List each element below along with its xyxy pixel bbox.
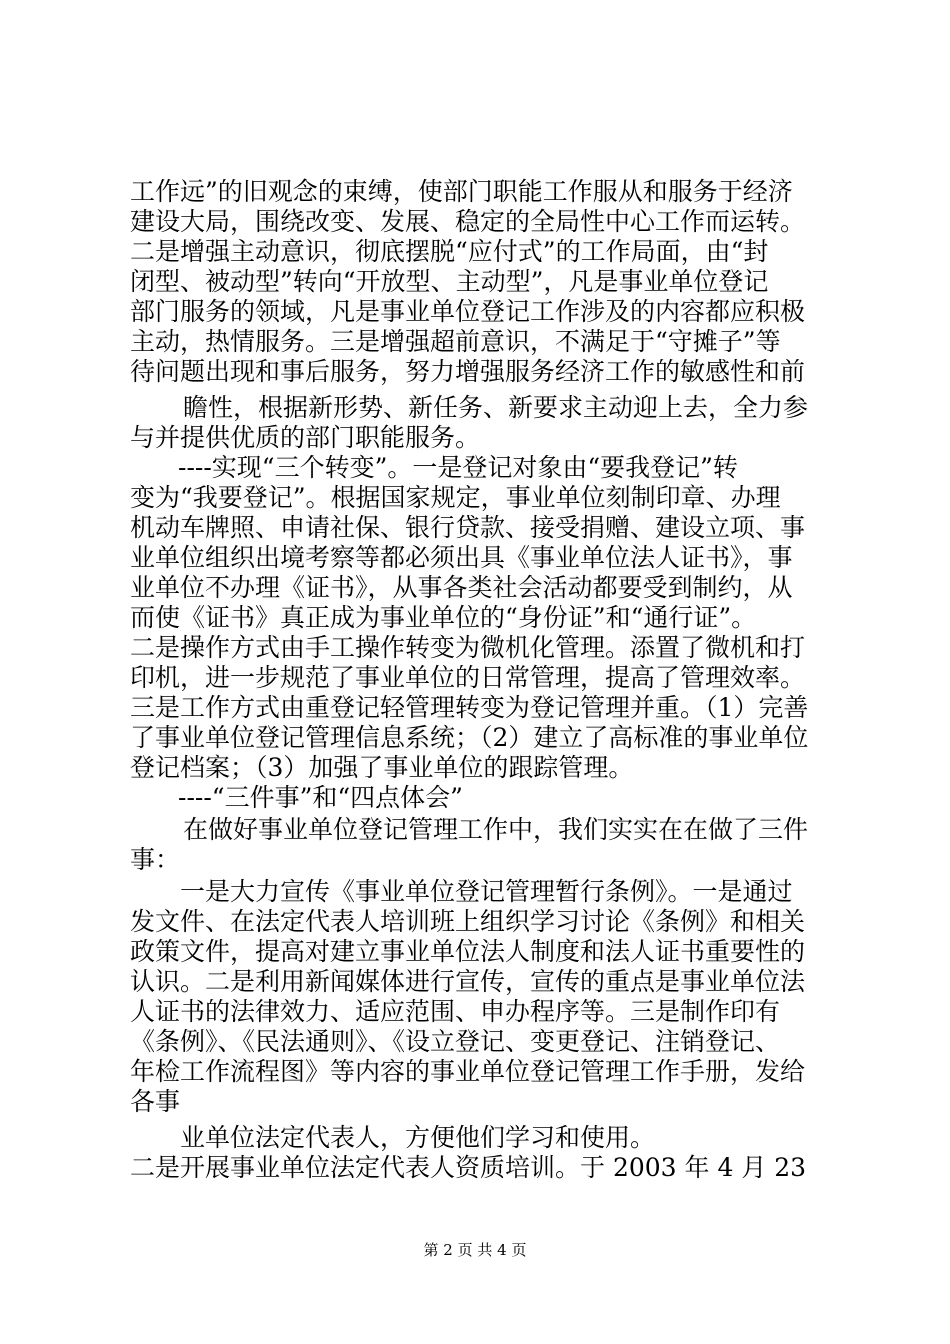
text-line: 闭型、被动型”转向“开放型、主动型”，凡是事业单位登记 [130,267,769,296]
text-line: 与并提供优质的部门职能服务。 [130,423,481,452]
text-line: 二是操作方式由手工操作转变为微机化管理。添置了微机和打 [130,633,806,662]
text-line-indented: ----实现“三个转变”。一是登记对象由“要我登记”转 [178,453,738,482]
text-line: 了事业单位登记管理信息系统；（2）建立了高标准的事业单位 [130,723,809,752]
text-line: 人证书的法律效力、适应范围、申办程序等。三是制作印有 [130,997,781,1026]
text-line: 建设大局，围绕改变、发展、稳定的全局性中心工作而运转。 [130,207,806,236]
text-line: 登记档案；（3）加强了事业单位的跟踪管理。 [130,753,634,782]
text-line: 发文件、在法定代表人培训班上组织学习讨论《条例》和相关 [130,907,806,936]
text-line-indented: 业单位法定代表人，方便他们学习和使用。 [180,1123,656,1152]
text-line: 工作远”的旧观念的束缚，使部门职能工作服从和服务于经济 [130,177,793,206]
section-heading: ----“三件事”和“四点体会” [178,783,463,812]
page-footer: 第 2 页 共 4 页 [423,1241,527,1259]
text-line: 政策文件，提高对建立事业单位法人制度和法人证书重要性的 [130,937,806,966]
text-line: 机动车牌照、申请社保、银行贷款、接受捐赠、建设立项、事 [130,513,806,542]
text-line: 二是增强主动意识，彻底摆脱“应付式”的工作局面，由“封 [130,237,769,266]
text-line: 业单位组织出境考察等都必须出具《事业单位法人证书》，事 [130,543,793,572]
text-line: 《条例》、《民法通则》、《设立登记、变更登记、注销登记、 [130,1027,781,1056]
text-line: 部门服务的领域，凡是事业单位登记工作涉及的内容都应积极 [130,297,806,326]
text-line-indented: 瞻性，根据新形势、新任务、新要求主动迎上去，全力参 [183,393,809,422]
text-line: 年检工作流程图》等内容的事业单位登记管理工作手册，发给 [130,1057,806,1086]
text-line: 主动，热情服务。三是增强超前意识，不满足于“守摊子”等 [130,327,781,356]
text-line: 业单位不办理《证书》，从事各类社会活动都要受到制约，从 [130,573,793,602]
text-line-indented: 一是大力宣传《事业单位登记管理暂行条例》。一是通过 [180,877,793,906]
text-line: 认识。二是利用新闻媒体进行宣传，宣传的重点是事业单位法 [130,967,806,996]
text-line: 事： [130,845,181,874]
text-line: 三是工作方式由重登记轻管理转变为登记管理并重。（1）完善 [130,693,809,722]
text-line: 各事 [130,1087,181,1116]
text-line: 待问题出现和事后服务，努力增强服务经济工作的敏感性和前 [130,357,806,386]
text-line: 印机，进一步规范了事业单位的日常管理，提高了管理效率。 [130,663,806,692]
text-line: 变为“我要登记”。根据国家规定，事业单位刻制印章、办理 [130,483,781,512]
text-line: 而使《证书》真正成为事业单位的“身份证”和“通行证”。 [130,603,757,632]
text-line: 二是开展事业单位法定代表人资质培训。于 2003 年 4 月 23 [130,1153,807,1182]
text-line-indented: 在做好事业单位登记管理工作中，我们实实在在做了三件 [183,815,809,844]
